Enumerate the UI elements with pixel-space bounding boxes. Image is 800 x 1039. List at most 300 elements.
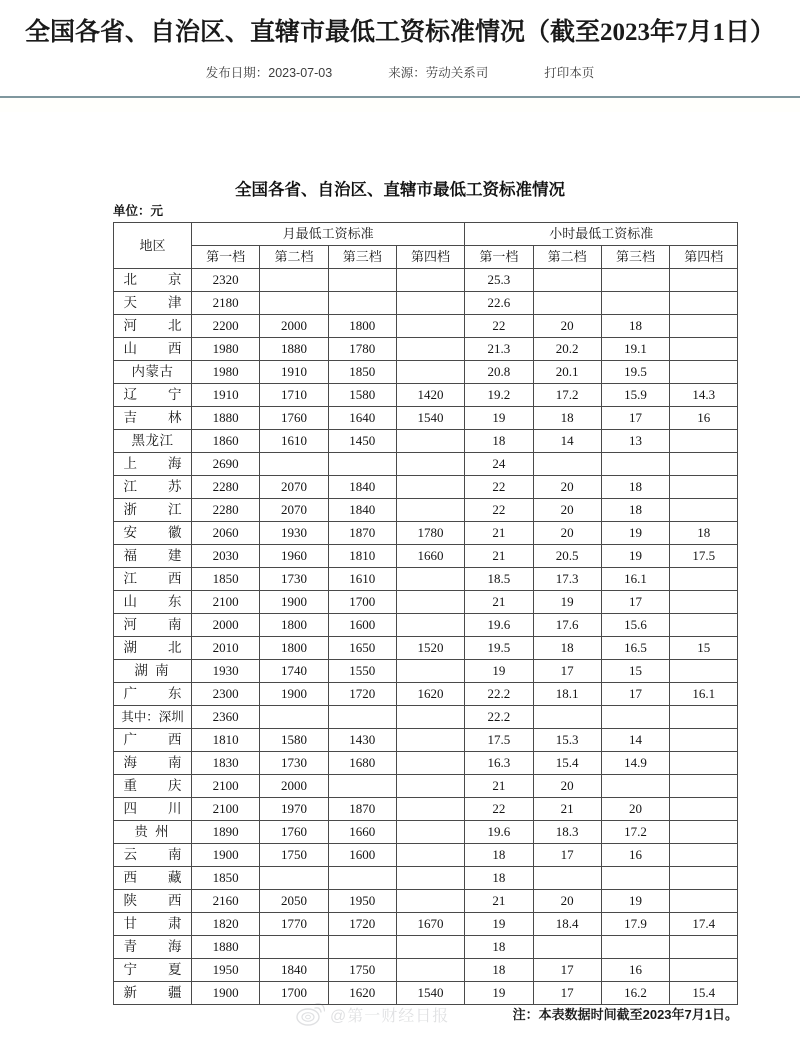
region-name: 宁 夏 xyxy=(123,962,182,977)
hourly-tier-2-cell: 20 xyxy=(533,476,601,499)
hourly-tier-4-cell xyxy=(670,430,738,453)
monthly-tier-2-cell xyxy=(260,867,328,890)
hourly-tier-4-cell xyxy=(670,821,738,844)
hourly-tier-4-cell xyxy=(670,660,738,683)
region-name-cell xyxy=(114,269,192,292)
hourly-tier-1-cell: 18 xyxy=(465,430,533,453)
hourly-tier-1-cell: 21 xyxy=(465,591,533,614)
hourly-tier-2-cell: 17 xyxy=(533,982,601,1005)
monthly-tier-2-cell: 1800 xyxy=(260,614,328,637)
monthly-tier-3-cell xyxy=(328,936,396,959)
hourly-tier-1-cell: 21 xyxy=(465,522,533,545)
monthly-tier-4-cell xyxy=(396,706,464,729)
monthly-tier-1-cell: 2010 xyxy=(192,637,260,660)
monthly-tier-1-cell: 2100 xyxy=(192,775,260,798)
monthly-tier-3-cell: 1650 xyxy=(328,637,396,660)
hourly-tier-4-cell xyxy=(670,476,738,499)
hourly-tier-4-cell xyxy=(670,959,738,982)
column-header-region: 地区 xyxy=(114,223,192,269)
monthly-tier-2-cell: 1970 xyxy=(260,798,328,821)
region-name: 广 东 xyxy=(123,686,182,701)
monthly-tier-3-cell: 1840 xyxy=(328,499,396,522)
monthly-tier-2-cell: 1740 xyxy=(260,660,328,683)
hourly-tier-3-cell xyxy=(601,775,669,798)
hourly-tier-3-cell: 17 xyxy=(601,683,669,706)
column-header-hourly-tier-1: 第一档 xyxy=(465,246,533,269)
monthly-tier-1-cell: 2320 xyxy=(192,269,260,292)
region-name-cell xyxy=(114,476,192,499)
hourly-tier-1-cell: 18.5 xyxy=(465,568,533,591)
table-row xyxy=(114,476,738,499)
hourly-tier-3-cell xyxy=(601,453,669,476)
table-footnote: 注：本表数据时间截至2023年7月1日。 xyxy=(512,1007,738,1022)
region-name-cell xyxy=(114,913,192,936)
region-name-cell xyxy=(114,545,192,568)
hourly-tier-3-cell xyxy=(601,292,669,315)
column-group-monthly: 月最低工资标准 xyxy=(192,223,465,246)
hourly-tier-4-cell xyxy=(670,844,738,867)
hourly-tier-3-cell: 17 xyxy=(601,591,669,614)
hourly-tier-2-cell xyxy=(533,706,601,729)
monthly-tier-1-cell: 2180 xyxy=(192,292,260,315)
hourly-tier-1-cell: 22 xyxy=(465,798,533,821)
hourly-tier-3-cell: 19 xyxy=(601,890,669,913)
table-row xyxy=(114,545,738,568)
region-name: 重 庆 xyxy=(123,778,182,793)
monthly-tier-2-cell: 1710 xyxy=(260,384,328,407)
region-name: 安 徽 xyxy=(123,525,182,540)
table-row xyxy=(114,568,738,591)
region-name: 陕 西 xyxy=(123,893,182,908)
hourly-tier-3-cell: 18 xyxy=(601,499,669,522)
region-name-cell xyxy=(114,798,192,821)
monthly-tier-4-cell xyxy=(396,614,464,637)
monthly-tier-4-cell: 1620 xyxy=(396,683,464,706)
hourly-tier-2-cell: 17 xyxy=(533,844,601,867)
hourly-tier-2-cell: 17 xyxy=(533,959,601,982)
monthly-tier-2-cell xyxy=(260,706,328,729)
hourly-tier-4-cell xyxy=(670,936,738,959)
hourly-tier-4-cell xyxy=(670,361,738,384)
monthly-tier-1-cell: 1820 xyxy=(192,913,260,936)
monthly-tier-3-cell xyxy=(328,775,396,798)
monthly-tier-3-cell: 1780 xyxy=(328,338,396,361)
hourly-tier-2-cell xyxy=(533,867,601,890)
region-name: 江 苏 xyxy=(123,479,182,494)
region-name: 新 疆 xyxy=(123,985,182,1000)
hourly-tier-3-cell: 15 xyxy=(601,660,669,683)
monthly-tier-1-cell: 2300 xyxy=(192,683,260,706)
monthly-tier-1-cell: 2100 xyxy=(192,591,260,614)
table-row xyxy=(114,338,738,361)
monthly-tier-4-cell xyxy=(396,568,464,591)
monthly-tier-3-cell: 1580 xyxy=(328,384,396,407)
publish-date: 发布日期：2023-07-03 xyxy=(205,66,333,80)
minimum-wage-table xyxy=(113,222,738,1005)
hourly-tier-3-cell: 18 xyxy=(601,476,669,499)
hourly-tier-2-cell xyxy=(533,269,601,292)
table-row xyxy=(114,936,738,959)
table-row xyxy=(114,269,738,292)
hourly-tier-4-cell xyxy=(670,867,738,890)
monthly-tier-3-cell: 1660 xyxy=(328,821,396,844)
monthly-tier-1-cell: 2160 xyxy=(192,890,260,913)
monthly-tier-2-cell: 1800 xyxy=(260,637,328,660)
monthly-tier-4-cell xyxy=(396,890,464,913)
monthly-tier-2-cell: 2000 xyxy=(260,315,328,338)
table-row xyxy=(114,591,738,614)
hourly-tier-1-cell: 25.3 xyxy=(465,269,533,292)
monthly-tier-1-cell: 1890 xyxy=(192,821,260,844)
region-name-cell xyxy=(114,706,192,729)
column-header-monthly-tier-3: 第三档 xyxy=(328,246,396,269)
hourly-tier-2-cell: 20.2 xyxy=(533,338,601,361)
monthly-tier-2-cell xyxy=(260,292,328,315)
region-name-cell xyxy=(114,821,192,844)
hourly-tier-2-cell xyxy=(533,453,601,476)
region-name: 河 北 xyxy=(123,318,182,333)
monthly-tier-3-cell xyxy=(328,867,396,890)
hourly-tier-4-cell: 16 xyxy=(670,407,738,430)
table-row xyxy=(114,959,738,982)
column-header-hourly-tier-4: 第四档 xyxy=(670,246,738,269)
hourly-tier-4-cell xyxy=(670,315,738,338)
monthly-tier-3-cell: 1550 xyxy=(328,660,396,683)
monthly-tier-2-cell: 1910 xyxy=(260,361,328,384)
monthly-tier-1-cell: 1810 xyxy=(192,729,260,752)
monthly-tier-1-cell: 1900 xyxy=(192,844,260,867)
hourly-tier-2-cell: 21 xyxy=(533,798,601,821)
hourly-tier-2-cell: 14 xyxy=(533,430,601,453)
hourly-tier-3-cell: 16.2 xyxy=(601,982,669,1005)
region-name: 北 京 xyxy=(123,272,182,287)
monthly-tier-4-cell xyxy=(396,821,464,844)
hourly-tier-2-cell: 20 xyxy=(533,315,601,338)
monthly-tier-2-cell: 1730 xyxy=(260,568,328,591)
monthly-tier-1-cell: 1880 xyxy=(192,407,260,430)
region-name-cell xyxy=(114,522,192,545)
hourly-tier-2-cell: 17.6 xyxy=(533,614,601,637)
hourly-tier-3-cell xyxy=(601,269,669,292)
hourly-tier-4-cell: 15 xyxy=(670,637,738,660)
watermark-text: @第一财经日报 xyxy=(330,1007,450,1025)
monthly-tier-3-cell: 1720 xyxy=(328,913,396,936)
hourly-tier-2-cell: 20 xyxy=(533,775,601,798)
hourly-tier-1-cell: 19.6 xyxy=(465,821,533,844)
table-row xyxy=(114,522,738,545)
monthly-tier-4-cell xyxy=(396,729,464,752)
hourly-tier-3-cell: 15.9 xyxy=(601,384,669,407)
monthly-tier-3-cell: 1600 xyxy=(328,614,396,637)
monthly-tier-2-cell: 1960 xyxy=(260,545,328,568)
monthly-tier-1-cell: 1910 xyxy=(192,384,260,407)
monthly-tier-4-cell xyxy=(396,591,464,614)
monthly-tier-1-cell: 1980 xyxy=(192,338,260,361)
monthly-tier-3-cell: 1700 xyxy=(328,591,396,614)
hourly-tier-1-cell: 17.5 xyxy=(465,729,533,752)
hourly-tier-4-cell xyxy=(670,614,738,637)
hourly-tier-2-cell: 18.3 xyxy=(533,821,601,844)
table-head xyxy=(114,223,738,269)
table-row xyxy=(114,867,738,890)
hourly-tier-3-cell: 13 xyxy=(601,430,669,453)
hourly-tier-3-cell: 14.9 xyxy=(601,752,669,775)
monthly-tier-1-cell: 2030 xyxy=(192,545,260,568)
table-row xyxy=(114,315,738,338)
region-name: 甘 肃 xyxy=(123,916,182,931)
monthly-tier-1-cell: 1860 xyxy=(192,430,260,453)
monthly-tier-2-cell xyxy=(260,936,328,959)
column-header-hourly-tier-2: 第二档 xyxy=(533,246,601,269)
region-name: 青 海 xyxy=(123,939,182,954)
monthly-tier-2-cell: 1750 xyxy=(260,844,328,867)
region-name-cell xyxy=(114,890,192,913)
monthly-tier-1-cell: 1950 xyxy=(192,959,260,982)
hourly-tier-3-cell xyxy=(601,936,669,959)
monthly-tier-2-cell xyxy=(260,453,328,476)
monthly-tier-2-cell: 1610 xyxy=(260,430,328,453)
table-row xyxy=(114,982,738,1005)
hourly-tier-1-cell: 21 xyxy=(465,890,533,913)
hourly-tier-4-cell xyxy=(670,568,738,591)
table-row xyxy=(114,660,738,683)
region-name-cell xyxy=(114,292,192,315)
region-name-cell xyxy=(114,430,192,453)
monthly-tier-2-cell: 1760 xyxy=(260,821,328,844)
region-name-cell xyxy=(114,568,192,591)
monthly-tier-2-cell: 1900 xyxy=(260,591,328,614)
region-name-cell xyxy=(114,453,192,476)
monthly-tier-3-cell: 1840 xyxy=(328,476,396,499)
table-row xyxy=(114,430,738,453)
hourly-tier-2-cell: 18 xyxy=(533,407,601,430)
monthly-tier-1-cell: 1880 xyxy=(192,936,260,959)
hourly-tier-1-cell: 18 xyxy=(465,936,533,959)
hourly-tier-4-cell xyxy=(670,499,738,522)
table-row xyxy=(114,499,738,522)
monthly-tier-2-cell: 1840 xyxy=(260,959,328,982)
region-name-cell xyxy=(114,614,192,637)
table-row xyxy=(114,890,738,913)
region-name: 浙 江 xyxy=(123,502,182,517)
hourly-tier-2-cell: 15.3 xyxy=(533,729,601,752)
monthly-tier-3-cell: 1450 xyxy=(328,430,396,453)
hourly-tier-3-cell: 19.1 xyxy=(601,338,669,361)
hourly-tier-4-cell xyxy=(670,591,738,614)
hourly-tier-3-cell: 19 xyxy=(601,545,669,568)
hourly-tier-2-cell: 20 xyxy=(533,890,601,913)
monthly-tier-3-cell: 1640 xyxy=(328,407,396,430)
table-row xyxy=(114,729,738,752)
region-name: 西 藏 xyxy=(123,870,182,885)
hourly-tier-1-cell: 24 xyxy=(465,453,533,476)
hourly-tier-4-cell xyxy=(670,775,738,798)
hourly-tier-4-cell: 14.3 xyxy=(670,384,738,407)
table-row xyxy=(114,453,738,476)
hourly-tier-3-cell: 19.5 xyxy=(601,361,669,384)
monthly-tier-4-cell: 1780 xyxy=(396,522,464,545)
region-name: 贵 州 xyxy=(134,824,171,839)
monthly-tier-1-cell: 1930 xyxy=(192,660,260,683)
region-name-cell xyxy=(114,637,192,660)
hourly-tier-4-cell xyxy=(670,453,738,476)
table-row xyxy=(114,798,738,821)
table-header-group-row xyxy=(114,223,738,246)
monthly-tier-1-cell: 2280 xyxy=(192,499,260,522)
hourly-tier-2-cell: 17.3 xyxy=(533,568,601,591)
monthly-tier-1-cell: 2100 xyxy=(192,798,260,821)
column-header-hourly-tier-3: 第三档 xyxy=(601,246,669,269)
monthly-tier-3-cell: 1750 xyxy=(328,959,396,982)
region-name-cell xyxy=(114,982,192,1005)
monthly-tier-4-cell xyxy=(396,660,464,683)
monthly-tier-1-cell: 2060 xyxy=(192,522,260,545)
region-name: 河 南 xyxy=(123,617,182,632)
monthly-tier-4-cell xyxy=(396,476,464,499)
hourly-tier-3-cell: 16.1 xyxy=(601,568,669,591)
region-name: 上 海 xyxy=(123,456,182,471)
monthly-tier-1-cell: 2200 xyxy=(192,315,260,338)
monthly-tier-2-cell: 1580 xyxy=(260,729,328,752)
region-name-cell xyxy=(114,936,192,959)
region-name: 内蒙古 xyxy=(131,364,174,379)
table-row xyxy=(114,361,738,384)
hourly-tier-1-cell: 20.8 xyxy=(465,361,533,384)
region-name: 山 西 xyxy=(123,341,182,356)
hourly-tier-1-cell: 22 xyxy=(465,315,533,338)
monthly-tier-3-cell: 1950 xyxy=(328,890,396,913)
column-group-hourly: 小时最低工资标准 xyxy=(465,223,738,246)
hourly-tier-2-cell: 17 xyxy=(533,660,601,683)
monthly-tier-4-cell xyxy=(396,844,464,867)
table-row xyxy=(114,821,738,844)
hourly-tier-3-cell: 17.2 xyxy=(601,821,669,844)
table-row xyxy=(114,407,738,430)
region-name: 天 津 xyxy=(123,295,182,310)
region-name-cell xyxy=(114,959,192,982)
monthly-tier-1-cell: 2360 xyxy=(192,706,260,729)
hourly-tier-1-cell: 19 xyxy=(465,660,533,683)
unit-label: 单位：元 xyxy=(113,204,164,218)
monthly-tier-2-cell: 2070 xyxy=(260,499,328,522)
region-name-cell xyxy=(114,315,192,338)
monthly-tier-3-cell xyxy=(328,292,396,315)
region-name: 山 东 xyxy=(123,594,182,609)
hourly-tier-1-cell: 19 xyxy=(465,913,533,936)
region-name: 海 南 xyxy=(123,755,182,770)
monthly-tier-2-cell: 1730 xyxy=(260,752,328,775)
table-row xyxy=(114,775,738,798)
table-title: 全国各省、自治区、直辖市最低工资标准情况 xyxy=(235,180,565,199)
print-page-link[interactable]: 打印本页 xyxy=(544,66,595,80)
region-name: 四 川 xyxy=(123,801,182,816)
monthly-tier-4-cell xyxy=(396,292,464,315)
hourly-tier-3-cell xyxy=(601,706,669,729)
hourly-tier-1-cell: 21 xyxy=(465,545,533,568)
region-name-cell xyxy=(114,683,192,706)
hourly-tier-3-cell: 17.9 xyxy=(601,913,669,936)
region-name: 黑龙江 xyxy=(131,433,174,448)
hourly-tier-4-cell xyxy=(670,890,738,913)
monthly-tier-2-cell: 1900 xyxy=(260,683,328,706)
monthly-tier-2-cell: 2070 xyxy=(260,476,328,499)
monthly-tier-1-cell: 2690 xyxy=(192,453,260,476)
monthly-tier-3-cell xyxy=(328,706,396,729)
hourly-tier-1-cell: 22.2 xyxy=(465,706,533,729)
region-name-cell xyxy=(114,752,192,775)
region-name-cell xyxy=(114,499,192,522)
meta-row xyxy=(0,63,800,81)
monthly-tier-3-cell: 1610 xyxy=(328,568,396,591)
monthly-tier-4-cell xyxy=(396,959,464,982)
hourly-tier-1-cell: 19.6 xyxy=(465,614,533,637)
monthly-tier-3-cell: 1810 xyxy=(328,545,396,568)
hourly-tier-1-cell: 19 xyxy=(465,407,533,430)
table-row xyxy=(114,913,738,936)
hourly-tier-4-cell: 17.4 xyxy=(670,913,738,936)
hourly-tier-4-cell: 15.4 xyxy=(670,982,738,1005)
monthly-tier-2-cell: 1770 xyxy=(260,913,328,936)
region-name-cell xyxy=(114,729,192,752)
monthly-tier-4-cell: 1520 xyxy=(396,637,464,660)
monthly-tier-3-cell xyxy=(328,453,396,476)
monthly-tier-1-cell: 2000 xyxy=(192,614,260,637)
hourly-tier-4-cell: 17.5 xyxy=(670,545,738,568)
hourly-tier-2-cell xyxy=(533,936,601,959)
region-name-cell xyxy=(114,361,192,384)
region-name-cell xyxy=(114,660,192,683)
hourly-tier-4-cell xyxy=(670,729,738,752)
region-name: 辽 宁 xyxy=(123,387,182,402)
monthly-tier-3-cell: 1620 xyxy=(328,982,396,1005)
hourly-tier-3-cell: 20 xyxy=(601,798,669,821)
hourly-tier-1-cell: 18 xyxy=(465,844,533,867)
source-label: 来源：劳动关系司 xyxy=(388,66,489,80)
hourly-tier-4-cell xyxy=(670,292,738,315)
hourly-tier-1-cell: 19.2 xyxy=(465,384,533,407)
monthly-tier-4-cell xyxy=(396,453,464,476)
table-row xyxy=(114,752,738,775)
hourly-tier-2-cell: 17.2 xyxy=(533,384,601,407)
region-name: 湖 北 xyxy=(123,640,182,655)
monthly-tier-4-cell xyxy=(396,430,464,453)
hourly-tier-2-cell: 18.1 xyxy=(533,683,601,706)
table-row xyxy=(114,706,738,729)
hourly-tier-3-cell: 14 xyxy=(601,729,669,752)
region-name: 福 建 xyxy=(123,548,182,563)
column-header-monthly-tier-4: 第四档 xyxy=(396,246,464,269)
monthly-tier-4-cell xyxy=(396,269,464,292)
region-name: 江 西 xyxy=(123,571,182,586)
hourly-tier-2-cell: 18.4 xyxy=(533,913,601,936)
monthly-tier-4-cell xyxy=(396,936,464,959)
hourly-tier-3-cell: 17 xyxy=(601,407,669,430)
hourly-tier-4-cell xyxy=(670,706,738,729)
monthly-tier-1-cell: 1900 xyxy=(192,982,260,1005)
hourly-tier-1-cell: 21 xyxy=(465,775,533,798)
region-name: 吉 林 xyxy=(123,410,182,425)
hourly-tier-1-cell: 18 xyxy=(465,867,533,890)
hourly-tier-1-cell: 16.3 xyxy=(465,752,533,775)
hourly-tier-2-cell: 20.1 xyxy=(533,361,601,384)
monthly-tier-2-cell: 2000 xyxy=(260,775,328,798)
monthly-tier-3-cell: 1430 xyxy=(328,729,396,752)
region-name-cell xyxy=(114,407,192,430)
monthly-tier-2-cell: 1760 xyxy=(260,407,328,430)
table-row xyxy=(114,384,738,407)
hourly-tier-2-cell xyxy=(533,292,601,315)
hourly-tier-4-cell: 18 xyxy=(670,522,738,545)
